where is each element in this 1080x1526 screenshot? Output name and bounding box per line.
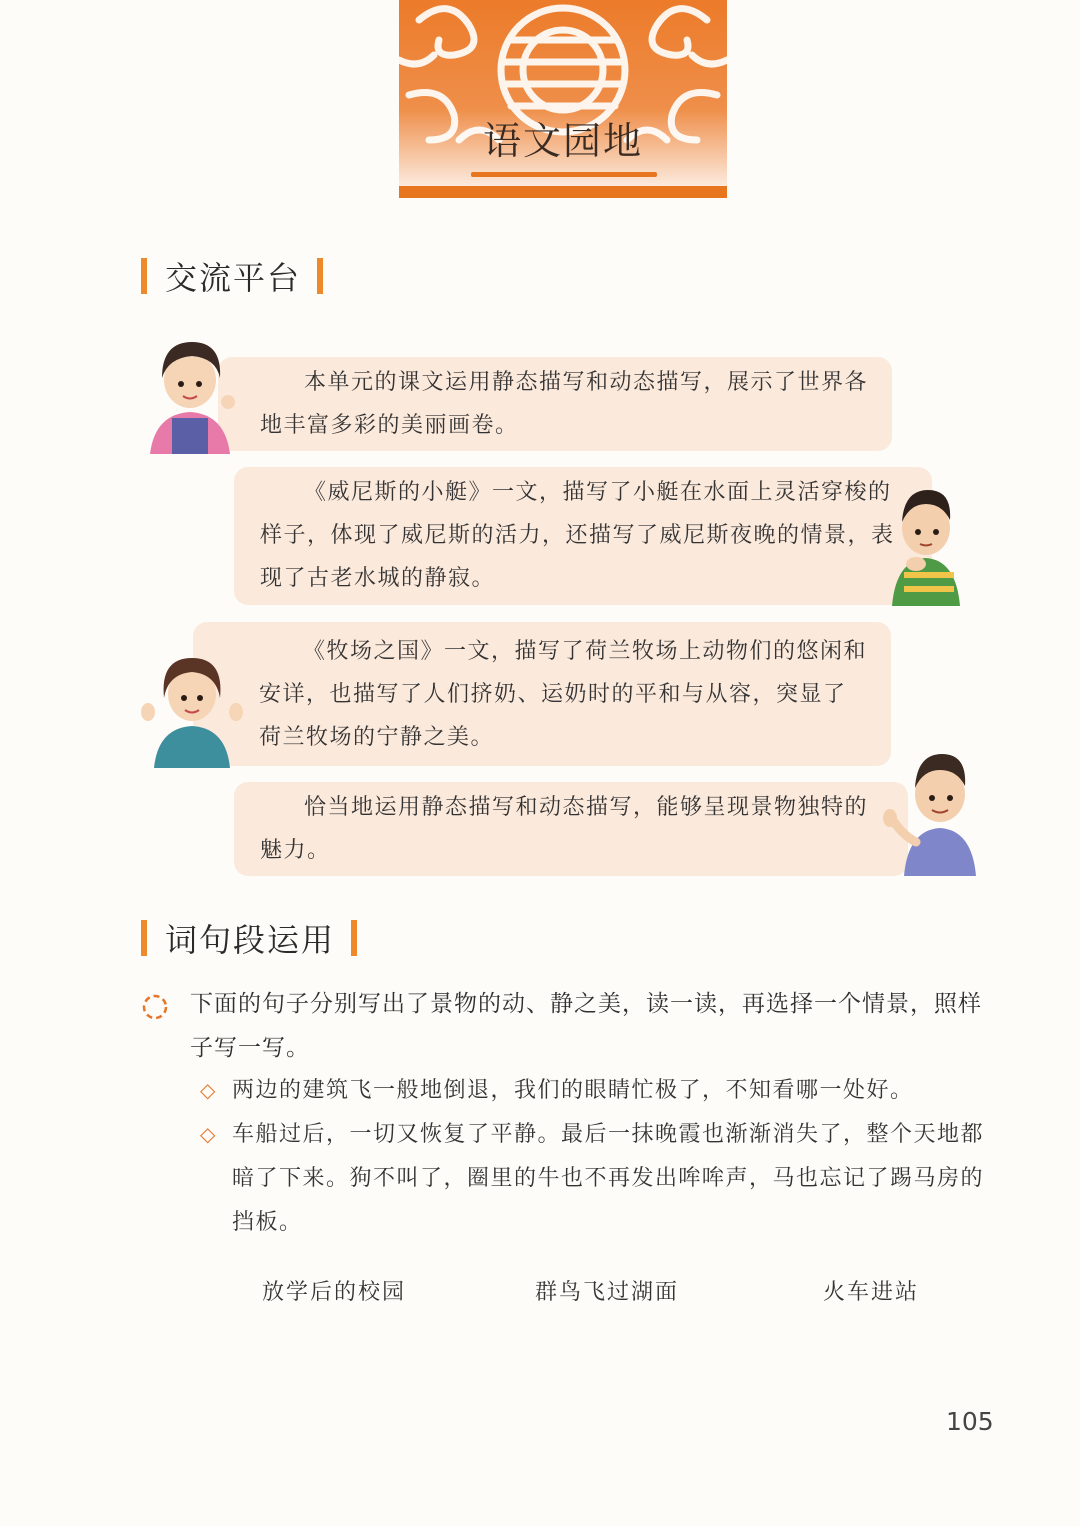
heading-bar-left (141, 920, 147, 956)
page-number: 105 (946, 1407, 994, 1436)
heading-bar-right (317, 258, 323, 294)
banner-bottom-bar (399, 186, 727, 198)
bubble-text: 《牧场之国》一文，描写了荷兰牧场上动物们的悠闲和安详，也描写了人们挤奶、运奶时的平和与从容，突显了荷兰牧场的宁静之美。 (259, 639, 868, 750)
boy-purple-icon (880, 752, 990, 876)
speech-bubble-1 (218, 357, 892, 451)
topic-option-2: 群鸟飞过湖面 (535, 1280, 680, 1305)
girl-pink-icon (140, 338, 240, 454)
title-underline (471, 172, 657, 177)
section-title: 交流平台 (165, 259, 302, 297)
page-title: 语文园地 (482, 119, 643, 163)
topic-option-3: 火车进站 (823, 1280, 920, 1305)
bubble-text: 本单元的课文运用静态描写和动态描写，展示了世界各地丰富多彩的美丽画卷。 (260, 370, 869, 438)
bubble-text: 《威尼斯的小艇》一文，描写了小艇在水面上灵活穿梭的样子，体现了威尼斯的活力，还描写了威尼斯夜晚的情景，表现了古老水城的静寂。 (260, 480, 895, 591)
speech-bubble-2 (234, 467, 932, 605)
girl-teal-icon (140, 654, 244, 768)
section-heading-usage (141, 918, 357, 958)
boy-green-icon (888, 486, 960, 606)
speech-bubble-3 (193, 622, 891, 766)
bubble-text: 恰当地运用静态描写和动态描写，能够呈现景物独特的魅力。 (260, 795, 869, 863)
title-banner (399, 0, 727, 198)
heading-bar-left (141, 258, 147, 294)
section-title: 词句段运用 (165, 921, 336, 959)
speech-bubble-4 (234, 782, 908, 876)
diamond-bullet-icon: ◇ (200, 1122, 216, 1146)
example-sentence-1: 两边的建筑飞一般地倒退，我们的眼睛忙极了，不知看哪一处好。 (232, 1078, 914, 1103)
exercise-marker-icon (141, 993, 169, 1021)
heading-bar-right (351, 920, 357, 956)
section-heading-exchange (141, 256, 323, 296)
diamond-bullet-icon: ◇ (200, 1078, 216, 1102)
exercise-instructions: 下面的句子分别写出了景物的动、静之美，读一读，再选择一个情景，照样子写一写。 (190, 991, 982, 1061)
example-sentence-2: 车船过后，一切又恢复了平静。最后一抹晚霞也渐渐消失了，整个天地都暗了下来。狗不叫了，圈里的牛也不再发出哞哞声，马也忘记了踢马房的挡板。 (232, 1122, 985, 1235)
banner-pattern-icon (399, 0, 727, 198)
topic-option-1: 放学后的校园 (262, 1280, 407, 1305)
